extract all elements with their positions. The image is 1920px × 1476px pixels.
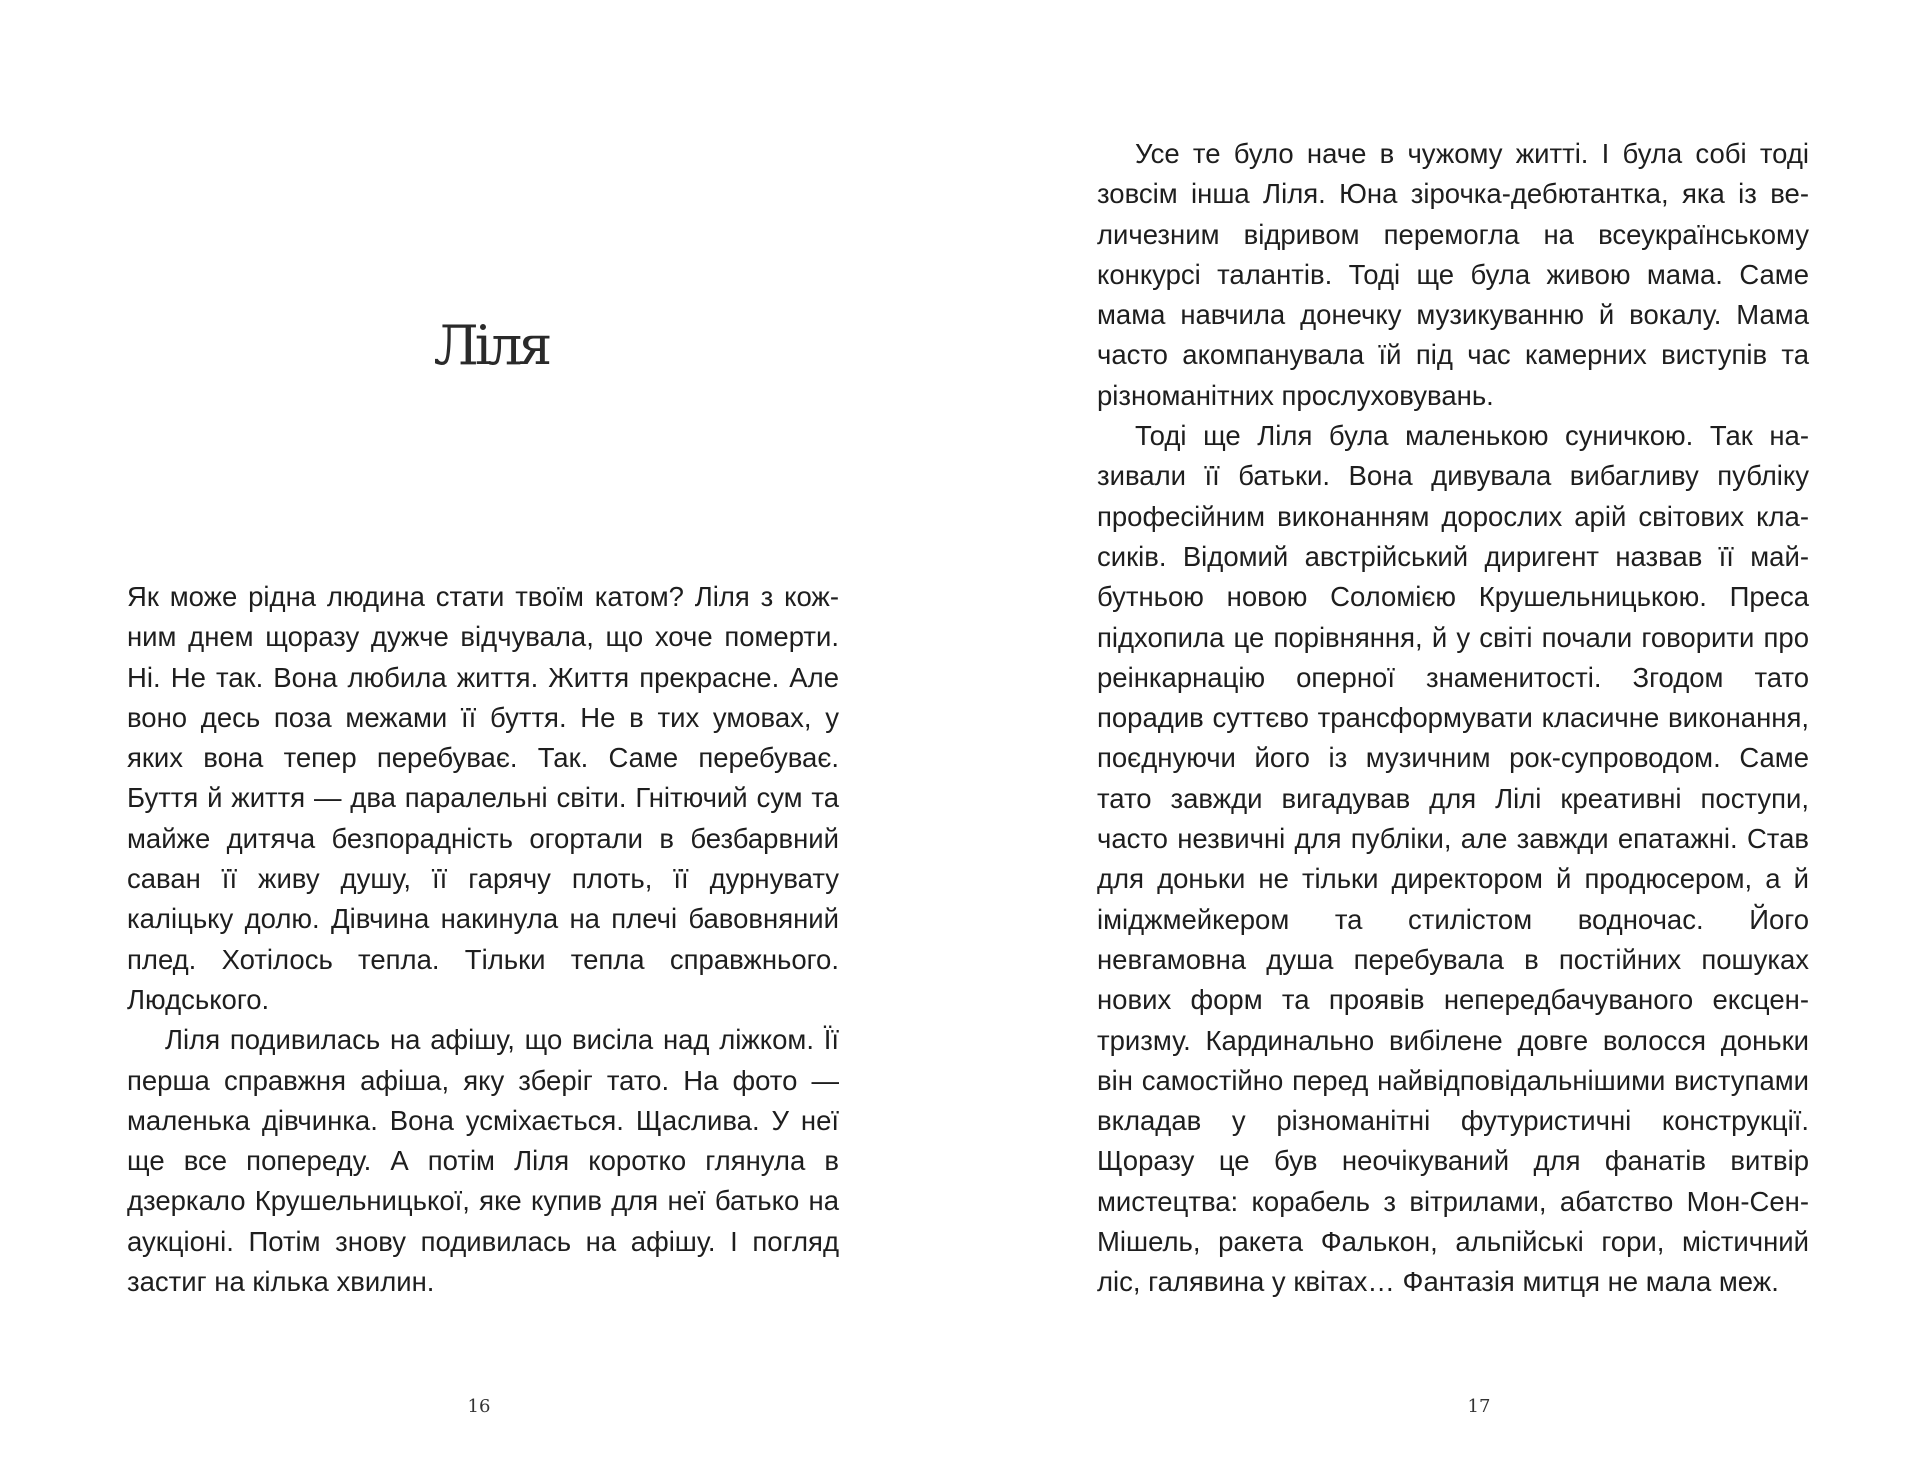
chapter-title: Ліля: [433, 314, 549, 377]
paragraph: Усе те було наче в чужому житті. І була собі тоді зовсім інша Ліля. Юна зірочка-дебютантка, яка із величезним відривом перемогла на всеукраїнському конкурсі талантів. Тоді ще була живою мама. Саме мама навчила донечку музикуванню й вокалу. Мама часто акомпанувала їй під час камерних виступів та різноманітних прослуховувань.: [1097, 138, 1809, 411]
right-page-text: [1097, 134, 1809, 1303]
right-page: [960, 0, 1920, 1476]
page-number: 17: [1467, 1396, 1491, 1417]
left-page-text: [127, 577, 839, 1302]
paragraph: Ліля подивилась на афішу, що висіла над ліжком. Її перша справжня афіша, яку зберіг тато. На фото — маленька дівчинка. Вона усміхається. Щаслива. У неї ще все попереду. А потім Ліля коротко глянула в дзеркало Крушельницької, яке купив для неї батько на аукціоні. Потім знову подивилась на афішу. І погляд застиг на кілька хвилин.: [127, 1024, 839, 1298]
paragraph: Тоді ще Ліля була маленькою суничкою. Так називали її батьки. Вона дивувала вибагливу публіку професійним виконанням дорослих арій світових класиків. Відомий австрійський диригент назвав її майбутньою новою Соломією Крушельницькою. Преса підхопила це порівняння, й у світі почали говорити про реінкарнацію оперної знаменитості. Згодом тато порадив суттєво трансформувати класичне виконання, поєднуючи його із музичним рок-супроводом. Саме тато завжди вигадував для Лілі креативні поступи, часто незвичні для публіки, але завжди епатажні. Став для доньки не тільки директором й продюсером, а й іміджмейкером та стилістом водночас. Його невгамовна душа перебувала в постійних пошуках нових форм та проявів непередбачуваного ексцентризму. Кардинально вибілене довге волосся доньки він самостійно перед найвідповідальнішими виступами вкладав у різноманітні футуристичні конструкції. Щоразу це був неочікуваний для фанатів витвір мистецтва: корабель з вітрилами, абатство Мон-Сен-Мішель, ракета Фалькон, альпійські гори, містичний ліс, галявина у квітах… Фантазія митця не мала меж.: [1097, 420, 1809, 1298]
paragraph: Як може рідна людина стати твоїм катом? Ліля з кожним днем щоразу дужче відчувала, що хоче померти. Ні. Не так. Вона любила життя. Життя прекрасне. Але воно десь поза межами її буття. Не в тих умовах, у яких вона тепер перебуває. Так. Саме перебуває. Буття й життя — два паралельні світи. Гнітючий сум та майже дитяча безпорадність огортали в безбарвний саван її живу душу, її гарячу плоть, її дурнувату каліцьку долю. Дівчина накинула на плечі бавовняний плед. Хотілось тепла. Тільки тепла справжнього. Людського.: [127, 581, 839, 1015]
page-number: 16: [467, 1396, 491, 1417]
